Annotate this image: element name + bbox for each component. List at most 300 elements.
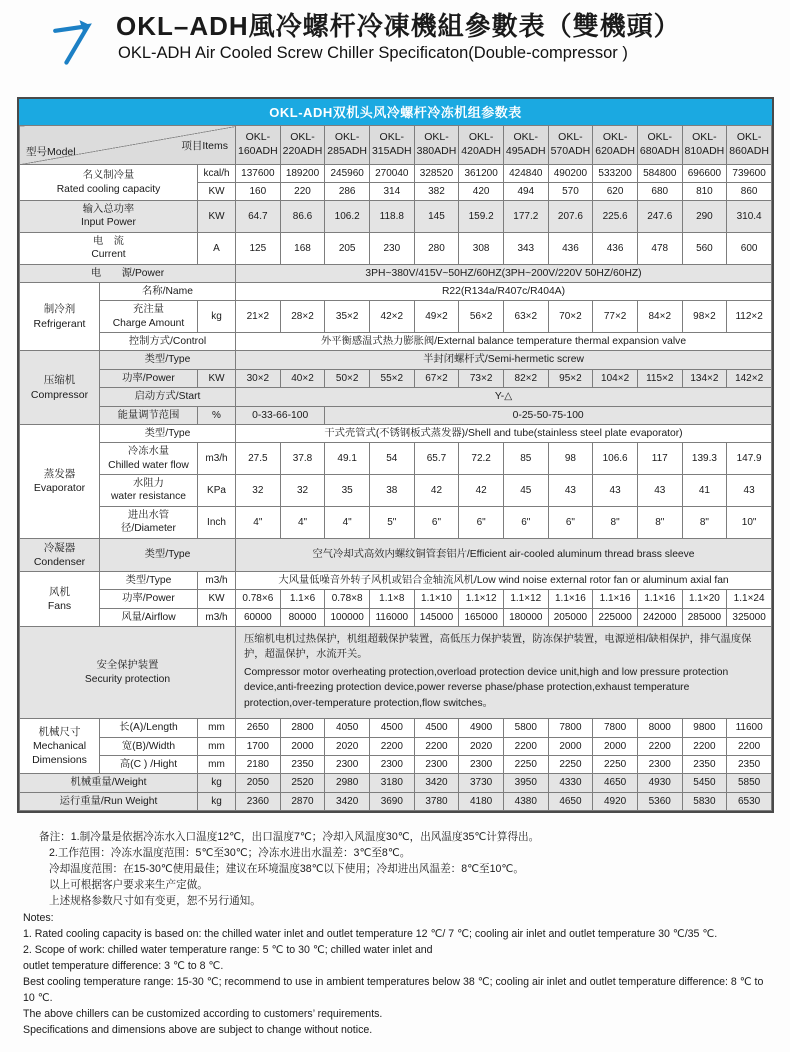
table-row — [20, 755, 772, 773]
model-column-header: OKL- 620ADH — [593, 126, 638, 165]
cell-data: 325000 — [727, 608, 772, 626]
cell-data: 159.2 — [459, 201, 504, 233]
cell-unit: mm — [198, 737, 236, 755]
corner-model-label: 型号Model — [26, 146, 76, 159]
cell-data: 21×2 — [236, 301, 281, 333]
cell-data: 4" — [280, 506, 325, 538]
cell-data: 98 — [548, 443, 593, 475]
cell-security: 压缩机电机过热保护，机组超载保护装置，高低压力保护装置，防冻保护装置，电源逆相/缺相保护，排气温度保护，超温保护，水流开关。 Compressor motor overheating protection,overload protection device unit,high and low pressure protection device,anti-freezing protection device,power reverse phase/phase protection,exhaust temperature protection,over-temperature protection,flow switches。 — [236, 626, 772, 718]
model-header-row — [20, 126, 772, 165]
cell-data: 70×2 — [548, 301, 593, 333]
cell-data: 115×2 — [637, 369, 682, 387]
cell-data: 247.6 — [637, 201, 682, 233]
note-line: 1. Rated cooling capacity is based on: the chilled water inlet and outlet temperature 12 ℃/ 7 ℃; cooling air inlet and outlet temperature 30 ℃/35 ℃. — [23, 927, 718, 940]
cell-data: 3690 — [369, 792, 414, 810]
cell-group: 冷凝器 Condenser — [20, 538, 100, 571]
cell-unit: mm — [198, 755, 236, 773]
table-caption: OKL-ADH双机头风冷螺杆冷冻机组参数表 — [19, 99, 772, 125]
cell-group: 制冷剂 Refrigerant — [20, 282, 100, 351]
cell-label: 风量/Airflow — [100, 608, 198, 626]
cell-data: 361200 — [459, 165, 504, 183]
cell-data: 2020 — [325, 737, 370, 755]
table-row — [20, 590, 772, 608]
cell-data: 4050 — [325, 719, 370, 737]
cell-data: 2200 — [369, 737, 414, 755]
cell-data: 43 — [593, 475, 638, 507]
cell-data: 6" — [459, 506, 504, 538]
cell-data: 2800 — [280, 719, 325, 737]
cell-data: 98×2 — [682, 301, 727, 333]
cell-label: 冷冻水量 Chilled water flow — [100, 443, 198, 475]
cell-data: 35×2 — [325, 301, 370, 333]
note-line: The above chillers can be customized according to customers’ requirements. — [23, 1008, 383, 1021]
cell-data: 177.2 — [503, 201, 548, 233]
model-column-header: OKL- 570ADH — [548, 126, 593, 165]
table-row — [20, 443, 772, 475]
cell-data: 139.3 — [682, 443, 727, 475]
cell-data: 4500 — [369, 719, 414, 737]
cell-data: 2300 — [459, 755, 504, 773]
table-row — [20, 538, 772, 571]
cell-data: 4500 — [414, 719, 459, 737]
cell-data: 6" — [503, 506, 548, 538]
table-row — [20, 165, 772, 183]
footer-spacer — [0, 1038, 790, 1052]
title-block — [116, 10, 681, 63]
model-column-header: OKL- 160ADH — [236, 126, 281, 165]
table-row — [20, 424, 772, 442]
cell-data: 2200 — [637, 737, 682, 755]
cell-data: 570 — [548, 183, 593, 201]
cell-data: 0.78×8 — [325, 590, 370, 608]
model-column-header: OKL- 680ADH — [637, 126, 682, 165]
cell-label: 输入总功率 Input Power — [20, 201, 198, 233]
cell-data: 45 — [503, 475, 548, 507]
spec-table-body — [20, 126, 772, 811]
cell-data: 60000 — [236, 608, 281, 626]
cell-data: 117 — [637, 443, 682, 475]
cell-data: 382 — [414, 183, 459, 201]
cell-data: 112×2 — [727, 301, 772, 333]
cell-data: 1.1×8 — [369, 590, 414, 608]
cell-data: 2520 — [280, 774, 325, 792]
cell-data: 2300 — [369, 755, 414, 773]
cell-data: 490200 — [548, 165, 593, 183]
cell-data: 310.4 — [727, 201, 772, 233]
cell-data: 7800 — [593, 719, 638, 737]
note-line: Specifications and dimensions above are subject to change without notice. — [23, 1024, 373, 1037]
cell-data: 533200 — [593, 165, 638, 183]
note-line: Best cooling temperature range: 15-30 ℃; recommend to use in ambient temperatures below 38 ℃; cooling air inlet and outlet temperature difference: 8 ℃ to 10 ℃. — [23, 975, 764, 1004]
cell-data: 584800 — [637, 165, 682, 183]
cell-data: 5850 — [727, 774, 772, 792]
cell-data: 1.1×16 — [637, 590, 682, 608]
cell-data: 11600 — [727, 719, 772, 737]
cell-data: 116000 — [369, 608, 414, 626]
cell-data: 2000 — [593, 737, 638, 755]
cell-data: 314 — [369, 183, 414, 201]
cell-data: 49×2 — [414, 301, 459, 333]
cell-data: 1700 — [236, 737, 281, 755]
arrow-up-right-logo-icon — [44, 14, 100, 70]
cell-data: 2250 — [548, 755, 593, 773]
table-row — [20, 792, 772, 810]
cell-data: 40×2 — [280, 369, 325, 387]
cell-data: 145 — [414, 201, 459, 233]
cell-data: 43 — [548, 475, 593, 507]
table-row — [20, 333, 772, 351]
table-row — [20, 571, 772, 589]
cell-data: 4650 — [593, 774, 638, 792]
cell-data: 82×2 — [503, 369, 548, 387]
cell-group: 风机 Fans — [20, 571, 100, 626]
cell-data: 1.1×12 — [503, 590, 548, 608]
cell-label: 类型/Type — [100, 424, 236, 442]
cell-value: R22(R134a/R407c/R404A) — [236, 282, 772, 300]
table-row — [20, 232, 772, 264]
page-title: OKL–ADH風冷螺杆冷凍機組參數表（雙機頭） — [116, 11, 681, 41]
table-row — [20, 737, 772, 755]
cell-value: 外平衡感温式热力膨胀阀/External balance temperature thermal expansion valve — [236, 333, 772, 351]
cell-label: 类型/Type — [100, 571, 198, 589]
spec-table-wrap — [17, 97, 774, 813]
cell-unit: m3/h — [198, 443, 236, 475]
cell-data: 0.78×6 — [236, 590, 281, 608]
cell-value: Y-△ — [236, 388, 772, 406]
cell-data: 41 — [682, 475, 727, 507]
cell-data: 5450 — [682, 774, 727, 792]
note-line: 2. Scope of work: chilled water temperature range: 5 ℃ to 30 ℃; chilled water inlet and — [23, 943, 433, 956]
note-line: 上述规格参数尺寸如有变更，恕不另行通知。 — [49, 895, 261, 908]
cell-label: 充注量 Charge Amount — [100, 301, 198, 333]
cell-data: 205000 — [548, 608, 593, 626]
cell-data: 696600 — [682, 165, 727, 183]
cell-data: 494 — [503, 183, 548, 201]
cell-unit: KW — [198, 201, 236, 233]
cell-data: 6" — [414, 506, 459, 538]
cell-data: 2020 — [459, 737, 504, 755]
table-row — [20, 406, 772, 424]
cell-data: 270040 — [369, 165, 414, 183]
model-column-header: OKL- 495ADH — [503, 126, 548, 165]
note-line: outlet temperature difference: 3 ℃ to 8 ℃. — [23, 959, 224, 972]
cell-data: 245960 — [325, 165, 370, 183]
cell-data: 106.6 — [593, 443, 638, 475]
cell-data: 67×2 — [414, 369, 459, 387]
cell-data: 42 — [459, 475, 504, 507]
cell-data: 2250 — [503, 755, 548, 773]
cell-data: 43 — [727, 475, 772, 507]
cell-data: 1.1×24 — [727, 590, 772, 608]
cell-data: 2300 — [414, 755, 459, 773]
cell-data: 95×2 — [548, 369, 593, 387]
cell-data: 50×2 — [325, 369, 370, 387]
model-column-header: OKL- 860ADH — [727, 126, 772, 165]
cell-data: 4920 — [593, 792, 638, 810]
note-line: Notes: — [23, 911, 54, 924]
cell-data: 436 — [593, 232, 638, 264]
cell-data: 8000 — [637, 719, 682, 737]
model-column-header: OKL- 315ADH — [369, 126, 414, 165]
table-row — [20, 719, 772, 737]
cell-data: 2200 — [727, 737, 772, 755]
cell-data: 100000 — [325, 608, 370, 626]
cell-data: 225000 — [593, 608, 638, 626]
cell-data: 1.1×16 — [548, 590, 593, 608]
cell-unit: KW — [198, 369, 236, 387]
cell-data: 2300 — [325, 755, 370, 773]
cell-data: 134×2 — [682, 369, 727, 387]
cell-data: 5" — [369, 506, 414, 538]
table-row — [20, 301, 772, 333]
cell-data: 5800 — [503, 719, 548, 737]
page-subtitle: OKL-ADH Air Cooled Screw Chiller Specificaton(Double-compressor ) — [118, 43, 628, 62]
cell-data: 2300 — [637, 755, 682, 773]
cell-data: 2350 — [727, 755, 772, 773]
cell-data: 5830 — [682, 792, 727, 810]
cell-label: 启动方式/Start — [100, 388, 236, 406]
cell-data: 2980 — [325, 774, 370, 792]
cell-data: 6530 — [727, 792, 772, 810]
cell-label: 类型/Type — [100, 351, 236, 369]
cell-data: 2250 — [593, 755, 638, 773]
cell-data: 118.8 — [369, 201, 414, 233]
cell-data: 160 — [236, 183, 281, 201]
cell-data: 64.7 — [236, 201, 281, 233]
cell-data: 207.6 — [548, 201, 593, 233]
model-column-header: OKL- 420ADH — [459, 126, 504, 165]
cell-data: 2350 — [280, 755, 325, 773]
cell-data: 27.5 — [236, 443, 281, 475]
cell-data: 2200 — [503, 737, 548, 755]
cell-data: 810 — [682, 183, 727, 201]
cell-data: 3180 — [369, 774, 414, 792]
cell-data: 3420 — [414, 774, 459, 792]
cell-unit: KPa — [198, 475, 236, 507]
cell-data: 10" — [727, 506, 772, 538]
note-line: 冷却温度范围：在15-30℃使用最佳；建议在环境温度38℃以下使用；冷却进出风温差：8℃至10℃。 — [49, 863, 524, 876]
note-line: 以上可根据客户要求来生产定做。 — [49, 879, 208, 892]
cell-group: 机械尺寸 Mechanical Dimensions — [20, 719, 100, 774]
cell-label: 运行重量/Run Weight — [20, 792, 198, 810]
cell-data: 84×2 — [637, 301, 682, 333]
cell-data: 424840 — [503, 165, 548, 183]
cell-data: 205 — [325, 232, 370, 264]
cell-data: 30×2 — [236, 369, 281, 387]
cell-data: 242000 — [637, 608, 682, 626]
model-column-header: OKL- 285ADH — [325, 126, 370, 165]
cell-data: 560 — [682, 232, 727, 264]
spec-table — [19, 125, 772, 811]
notes-section — [23, 829, 770, 1038]
cell-data: 2200 — [414, 737, 459, 755]
cell-unit: mm — [198, 719, 236, 737]
cell-data: 180000 — [503, 608, 548, 626]
cell-data: 56×2 — [459, 301, 504, 333]
cell-data: 145000 — [414, 608, 459, 626]
cell-data: 86.6 — [280, 201, 325, 233]
table-row — [20, 351, 772, 369]
cell-data: 308 — [459, 232, 504, 264]
cell-data: 80000 — [280, 608, 325, 626]
cell-data: 2000 — [548, 737, 593, 755]
cell-data: 5360 — [637, 792, 682, 810]
cell-data: 286 — [325, 183, 370, 201]
cell-data: 280 — [414, 232, 459, 264]
cell-data: 104×2 — [593, 369, 638, 387]
table-row — [20, 774, 772, 792]
cell-label: 宽(B)/Width — [100, 737, 198, 755]
cell-value: 半封闭螺杆式/Semi-hermetic screw — [236, 351, 772, 369]
cell-data: 72.2 — [459, 443, 504, 475]
cell-data: 2000 — [280, 737, 325, 755]
cell-data: 63×2 — [503, 301, 548, 333]
cell-data: 142×2 — [727, 369, 772, 387]
table-row — [20, 264, 772, 282]
cell-value: 大风量低噪音外转子风机或铝合金轴流风机/Low wind noise external rotor fan or aluminum axial fan — [236, 571, 772, 589]
cell-data: 8" — [637, 506, 682, 538]
cell-data: 4180 — [459, 792, 504, 810]
cell-unit: kg — [198, 792, 236, 810]
cell-data: 168 — [280, 232, 325, 264]
cell-data: 1.1×10 — [414, 590, 459, 608]
cell-label: 功率/Power — [100, 590, 198, 608]
cell-data: 620 — [593, 183, 638, 201]
cell-data: 225.6 — [593, 201, 638, 233]
cell-label: 功率/Power — [100, 369, 198, 387]
cell-data: 436 — [548, 232, 593, 264]
cell-data: 49.1 — [325, 443, 370, 475]
table-row — [20, 626, 772, 718]
cell-value: 0-33-66-100 — [236, 406, 325, 424]
cell-label: 高(C ) /Hight — [100, 755, 198, 773]
cell-data: 77×2 — [593, 301, 638, 333]
cell-data: 220 — [280, 183, 325, 201]
cell-unit: m3/h — [198, 571, 236, 589]
cell-data: 739600 — [727, 165, 772, 183]
cell-data: 65.7 — [414, 443, 459, 475]
cell-data: 137600 — [236, 165, 281, 183]
cell-data: 28×2 — [280, 301, 325, 333]
cell-value: 空气冷却式高效内螺纹铜管套铝片/Efficient air-cooled aluminum thread brass sleeve — [236, 538, 772, 571]
cell-group: 蒸发器 Evaporator — [20, 424, 100, 538]
cell-data: 2650 — [236, 719, 281, 737]
cell-label: 长(A)/Length — [100, 719, 198, 737]
cell-value: 干式壳管式(不锈钢板式蒸发器)/Shell and tube(stainless steel plate evaporator) — [236, 424, 772, 442]
cell-label: 电 源/Power — [20, 264, 236, 282]
cell-data: 2200 — [682, 737, 727, 755]
table-row — [20, 475, 772, 507]
table-row — [20, 369, 772, 387]
cell-data: 600 — [727, 232, 772, 264]
cell-data: 3730 — [459, 774, 504, 792]
cell-unit: m3/h — [198, 608, 236, 626]
cell-unit: % — [198, 406, 236, 424]
cell-label: 控制方式/Control — [100, 333, 236, 351]
cell-data: 230 — [369, 232, 414, 264]
note-line: 2.工作范围：冷冻水温度范围：5℃至30℃；冷冻水进出水温差：3℃至8℃。 — [49, 847, 411, 860]
cell-data: 1.1×6 — [280, 590, 325, 608]
cell-label: 水阻力 water resistance — [100, 475, 198, 507]
cell-data: 106.2 — [325, 201, 370, 233]
cell-data: 4930 — [637, 774, 682, 792]
cell-data: 37.8 — [280, 443, 325, 475]
cell-unit: KW — [198, 590, 236, 608]
cell-unit: KW — [198, 183, 236, 201]
cell-data: 42 — [414, 475, 459, 507]
cell-data: 285000 — [682, 608, 727, 626]
cell-data: 290 — [682, 201, 727, 233]
cell-label: 进出水管径/Diameter — [100, 506, 198, 538]
table-row — [20, 608, 772, 626]
cell-data: 2180 — [236, 755, 281, 773]
cell-data: 55×2 — [369, 369, 414, 387]
cell-data: 2050 — [236, 774, 281, 792]
table-row — [20, 282, 772, 300]
cell-data: 189200 — [280, 165, 325, 183]
cell-data: 54 — [369, 443, 414, 475]
cell-data: 3420 — [325, 792, 370, 810]
cell-data: 35 — [325, 475, 370, 507]
cell-data: 3950 — [503, 774, 548, 792]
cell-data: 147.9 — [727, 443, 772, 475]
model-column-header: OKL- 380ADH — [414, 126, 459, 165]
cell-label: 电 流 Current — [20, 232, 198, 264]
cell-value: 3PH~380V/415V~50HZ/60HZ(3PH~200V/220V 50HZ/60HZ) — [236, 264, 772, 282]
cell-data: 4900 — [459, 719, 504, 737]
cell-data: 9800 — [682, 719, 727, 737]
cell-data: 420 — [459, 183, 504, 201]
cell-data: 1.1×20 — [682, 590, 727, 608]
cell-data: 4650 — [548, 792, 593, 810]
cell-label: 机械重量/Weight — [20, 774, 198, 792]
cell-data: 478 — [637, 232, 682, 264]
cell-data: 2870 — [280, 792, 325, 810]
cell-data: 1.1×12 — [459, 590, 504, 608]
cell-data: 343 — [503, 232, 548, 264]
cell-unit: kg — [198, 301, 236, 333]
cell-label: 名义制冷量 Rated cooling capacity — [20, 165, 198, 201]
cell-data: 2350 — [682, 755, 727, 773]
page-header — [0, 10, 790, 70]
note-line: 备注：1.制冷量是依据冷冻水入口温度12℃，出口温度7℃；冷却入风温度30℃，出风温度35℃计算得出。 — [39, 831, 540, 844]
cell-data: 328520 — [414, 165, 459, 183]
cell-data: 85 — [503, 443, 548, 475]
cell-unit: Inch — [198, 506, 236, 538]
cell-data: 32 — [280, 475, 325, 507]
cell-data: 4" — [325, 506, 370, 538]
cell-data: 2360 — [236, 792, 281, 810]
cell-value: 0-25-50-75-100 — [325, 406, 772, 424]
table-row — [20, 201, 772, 233]
cell-data: 7800 — [548, 719, 593, 737]
cell-group: 压缩机 Compressor — [20, 351, 100, 425]
model-column-header: OKL- 220ADH — [280, 126, 325, 165]
corner-cell — [20, 126, 236, 165]
cell-data: 38 — [369, 475, 414, 507]
cell-data: 6" — [548, 506, 593, 538]
cell-data: 860 — [727, 183, 772, 201]
cell-label: 名称/Name — [100, 282, 236, 300]
cell-label: 类型/Type — [100, 538, 236, 571]
cell-unit: A — [198, 232, 236, 264]
model-column-header: OKL- 810ADH — [682, 126, 727, 165]
cell-data: 3780 — [414, 792, 459, 810]
cell-data: 42×2 — [369, 301, 414, 333]
cell-data: 32 — [236, 475, 281, 507]
table-row — [20, 506, 772, 538]
cell-data: 125 — [236, 232, 281, 264]
